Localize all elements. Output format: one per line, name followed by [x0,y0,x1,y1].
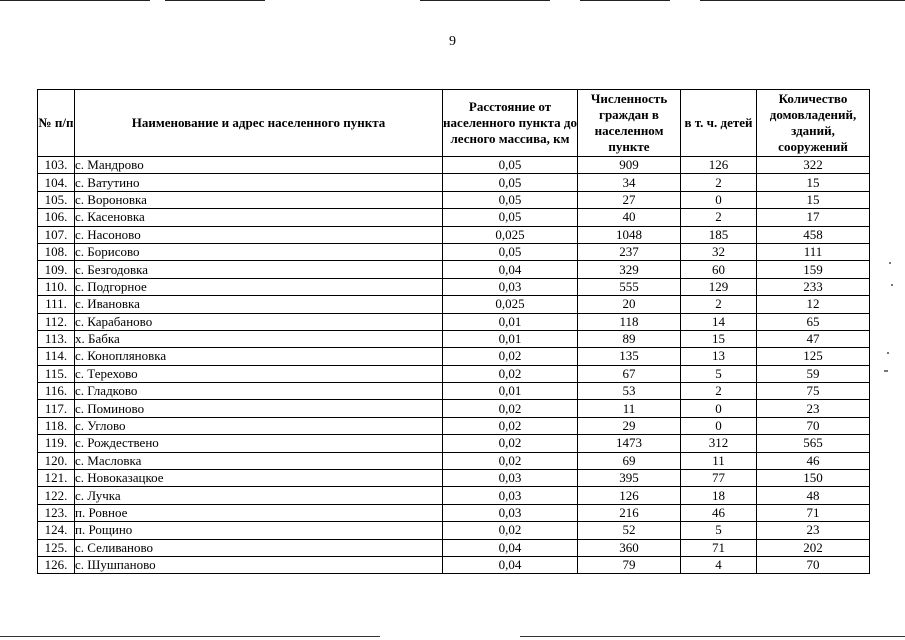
children-value: 0 [681,417,757,434]
row-number: 111. [38,296,75,313]
buildings-value: 23 [757,522,870,539]
row-number: 105. [38,191,75,208]
children-value: 312 [681,435,757,452]
row-number: 115. [38,365,75,382]
table-row [38,452,870,469]
distance-value: 0,04 [443,539,578,556]
population-value: 909 [578,157,681,174]
children-value: 5 [681,365,757,382]
distance-value: 0,05 [443,157,578,174]
distance-value: 0,01 [443,330,578,347]
population-value: 555 [578,278,681,295]
children-value: 46 [681,504,757,521]
settlement-name: с. Масловка [75,452,443,469]
children-value: 126 [681,157,757,174]
buildings-value: 12 [757,296,870,313]
population-value: 67 [578,365,681,382]
children-value: 2 [681,296,757,313]
distance-value: 0,02 [443,435,578,452]
children-value: 0 [681,400,757,417]
header-name: Наименование и адрес населенного пункта [75,90,443,157]
header-num: № п/п [38,90,75,157]
population-value: 53 [578,383,681,400]
row-number: 108. [38,243,75,260]
population-value: 89 [578,330,681,347]
page-number: 9 [449,34,456,49]
distance-value: 0,02 [443,400,578,417]
children-value: 32 [681,243,757,260]
settlement-name: с. Рождествено [75,435,443,452]
distance-value: 0,05 [443,174,578,191]
settlement-name: с. Поминово [75,400,443,417]
children-value: 18 [681,487,757,504]
scan-top-edge [0,0,905,2]
table-row [38,435,870,452]
children-value: 13 [681,348,757,365]
children-value: 185 [681,226,757,243]
scan-speck [889,262,891,264]
children-value: 5 [681,522,757,539]
table-row [38,209,870,226]
row-number: 119. [38,435,75,452]
distance-value: 0,01 [443,313,578,330]
buildings-value: 111 [757,243,870,260]
row-number: 107. [38,226,75,243]
population-value: 216 [578,504,681,521]
table-row [38,313,870,330]
table-row [38,261,870,278]
children-value: 0 [681,191,757,208]
population-value: 360 [578,539,681,556]
settlement-name: с. Ивановка [75,296,443,313]
row-number: 110. [38,278,75,295]
table-row [38,174,870,191]
buildings-value: 15 [757,174,870,191]
table-row [38,191,870,208]
header-buildings: Количество домовладений, зданий, сооружений [757,90,870,157]
buildings-value: 565 [757,435,870,452]
children-value: 77 [681,470,757,487]
settlement-name: с. Борисово [75,243,443,260]
table-row [38,539,870,556]
table-row [38,330,870,347]
population-value: 118 [578,313,681,330]
row-number: 126. [38,556,75,573]
children-value: 60 [681,261,757,278]
header-population: Численность граждан в населенном пункте [578,90,681,157]
population-value: 1048 [578,226,681,243]
scan-speck [884,370,888,372]
distance-value: 0,03 [443,487,578,504]
settlement-name: с. Насоново [75,226,443,243]
buildings-value: 322 [757,157,870,174]
table-row [38,226,870,243]
row-number: 121. [38,470,75,487]
table-row [38,365,870,382]
children-value: 129 [681,278,757,295]
settlement-name: с. Новоказацкое [75,470,443,487]
distance-value: 0,02 [443,452,578,469]
children-value: 4 [681,556,757,573]
row-number: 122. [38,487,75,504]
buildings-value: 150 [757,470,870,487]
settlement-name: с. Карабаново [75,313,443,330]
row-number: 112. [38,313,75,330]
row-number: 113. [38,330,75,347]
buildings-value: 23 [757,400,870,417]
children-value: 14 [681,313,757,330]
row-number: 117. [38,400,75,417]
settlement-name: с. Лучка [75,487,443,504]
children-value: 71 [681,539,757,556]
population-value: 135 [578,348,681,365]
table-row [38,296,870,313]
buildings-value: 46 [757,452,870,469]
table-row [38,243,870,260]
population-value: 237 [578,243,681,260]
row-number: 103. [38,157,75,174]
distance-value: 0,03 [443,504,578,521]
children-value: 2 [681,174,757,191]
table-body [38,157,870,574]
buildings-value: 233 [757,278,870,295]
population-value: 40 [578,209,681,226]
population-value: 395 [578,470,681,487]
settlement-name: х. Бабка [75,330,443,347]
population-value: 79 [578,556,681,573]
population-value: 1473 [578,435,681,452]
settlement-name: с. Мандрово [75,157,443,174]
scan-speck [891,284,893,286]
table-row [38,348,870,365]
buildings-value: 15 [757,191,870,208]
buildings-value: 17 [757,209,870,226]
table-row [38,157,870,174]
table-row [38,383,870,400]
row-number: 109. [38,261,75,278]
population-value: 126 [578,487,681,504]
table-row [38,504,870,521]
buildings-value: 47 [757,330,870,347]
scan-bottom-edge [0,636,905,638]
table-row [38,400,870,417]
settlement-name: с. Ватутино [75,174,443,191]
settlement-name: с. Конопляновка [75,348,443,365]
population-value: 52 [578,522,681,539]
table-header-row [38,90,870,157]
settlement-name: п. Ровное [75,504,443,521]
population-value: 34 [578,174,681,191]
population-value: 329 [578,261,681,278]
distance-value: 0,02 [443,417,578,434]
row-number: 123. [38,504,75,521]
settlement-name: с. Терехово [75,365,443,382]
row-number: 106. [38,209,75,226]
scan-speck [887,352,889,354]
distance-value: 0,04 [443,261,578,278]
buildings-value: 65 [757,313,870,330]
row-number: 124. [38,522,75,539]
header-children: в т. ч. детей [681,90,757,157]
settlement-name: с. Вороновка [75,191,443,208]
population-value: 29 [578,417,681,434]
settlement-name: с. Углово [75,417,443,434]
buildings-value: 159 [757,261,870,278]
settlement-name: с. Безгодовка [75,261,443,278]
distance-value: 0,03 [443,278,578,295]
table-row [38,487,870,504]
settlement-name: с. Гладково [75,383,443,400]
table-row [38,470,870,487]
row-number: 104. [38,174,75,191]
children-value: 2 [681,383,757,400]
distance-value: 0,05 [443,191,578,208]
table-row [38,556,870,573]
buildings-value: 202 [757,539,870,556]
settlement-name: с. Касеновка [75,209,443,226]
buildings-value: 70 [757,417,870,434]
row-number: 118. [38,417,75,434]
distance-value: 0,03 [443,470,578,487]
buildings-value: 75 [757,383,870,400]
distance-value: 0,05 [443,209,578,226]
children-value: 2 [681,209,757,226]
distance-value: 0,02 [443,348,578,365]
row-number: 125. [38,539,75,556]
buildings-value: 59 [757,365,870,382]
distance-value: 0,02 [443,522,578,539]
buildings-value: 71 [757,504,870,521]
buildings-value: 125 [757,348,870,365]
buildings-value: 458 [757,226,870,243]
population-value: 20 [578,296,681,313]
buildings-value: 70 [757,556,870,573]
settlement-name: с. Подгорное [75,278,443,295]
distance-value: 0,05 [443,243,578,260]
row-number: 116. [38,383,75,400]
settlement-name: п. Рощино [75,522,443,539]
distance-value: 0,04 [443,556,578,573]
buildings-value: 48 [757,487,870,504]
table-row [38,278,870,295]
settlement-name: с. Шушпаново [75,556,443,573]
distance-value: 0,02 [443,365,578,382]
table-row [38,417,870,434]
settlements-table [37,89,870,574]
settlement-name: с. Селиваново [75,539,443,556]
row-number: 114. [38,348,75,365]
population-value: 27 [578,191,681,208]
children-value: 15 [681,330,757,347]
distance-value: 0,025 [443,296,578,313]
row-number: 120. [38,452,75,469]
distance-value: 0,01 [443,383,578,400]
population-value: 69 [578,452,681,469]
header-distance: Расстояние от населенного пункта до лесного массива, км [443,90,578,157]
distance-value: 0,025 [443,226,578,243]
children-value: 11 [681,452,757,469]
table-row [38,522,870,539]
population-value: 11 [578,400,681,417]
